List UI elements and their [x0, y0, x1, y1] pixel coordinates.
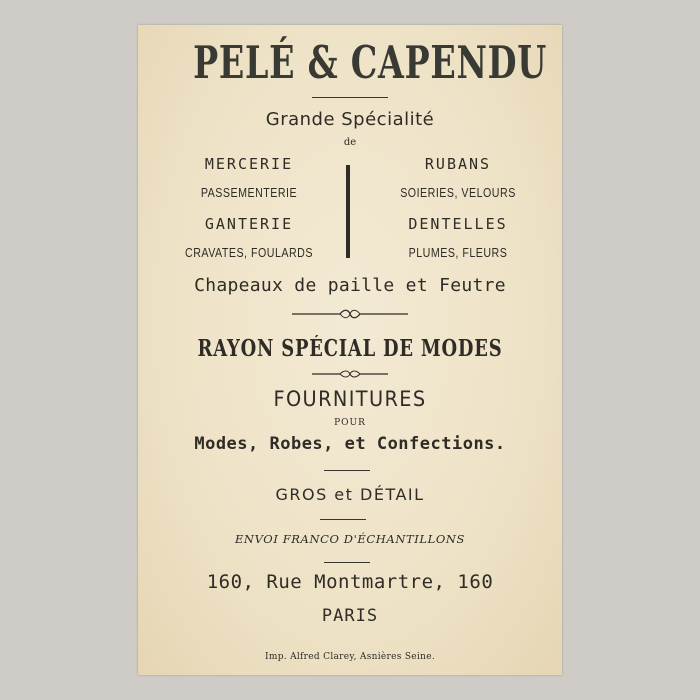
rule-2 — [320, 519, 366, 520]
rayon-heading: RAYON SPÉCIAL DE MODES — [197, 335, 503, 362]
fournitures-heading: FOURNITURES — [273, 387, 427, 411]
right-item-dentelles: DENTELLES — [408, 215, 508, 233]
city-line: PARIS — [321, 606, 379, 626]
rule-1 — [324, 470, 370, 471]
column-divider — [346, 165, 350, 258]
envoi-line: ENVOI FRANCO D'ÉCHANTILLONS — [234, 532, 466, 546]
rule-3 — [324, 562, 370, 563]
chapeaux-line: Chapeaux de paille et Feutre — [194, 275, 506, 296]
left-item-mercerie: MERCERIE — [204, 155, 294, 173]
ornament-divider-1 — [290, 308, 410, 320]
right-item-rubans: RUBANS — [424, 155, 492, 173]
right-item-soieries: SOIERIES, VELOURS — [400, 185, 516, 200]
card-title: PELÉ & CAPENDU — [193, 36, 548, 89]
subtitle: Grande Spécialité — [265, 109, 435, 130]
modes-line: Modes, Robes, et Confections. — [194, 434, 506, 454]
right-item-plumes: PLUMES, FLEURS — [408, 245, 508, 260]
left-item-passementerie: PASSEMENTERIE — [200, 185, 298, 200]
ornament-divider-2 — [310, 369, 390, 379]
address-line: 160, Rue Montmartre, 160 — [206, 571, 494, 593]
gros-detail: GROS et DÉTAIL — [275, 485, 425, 504]
left-item-cravates: CRAVATES, FOULARDS — [185, 245, 313, 260]
trade-card — [138, 25, 562, 675]
left-item-ganterie: GANTERIE — [204, 215, 294, 233]
imprint-line: Imp. Alfred Clarey, Asnières Seine. — [265, 652, 435, 662]
pour-text: POUR — [334, 418, 366, 428]
de-text: de — [343, 137, 357, 148]
title-rule — [312, 97, 388, 98]
